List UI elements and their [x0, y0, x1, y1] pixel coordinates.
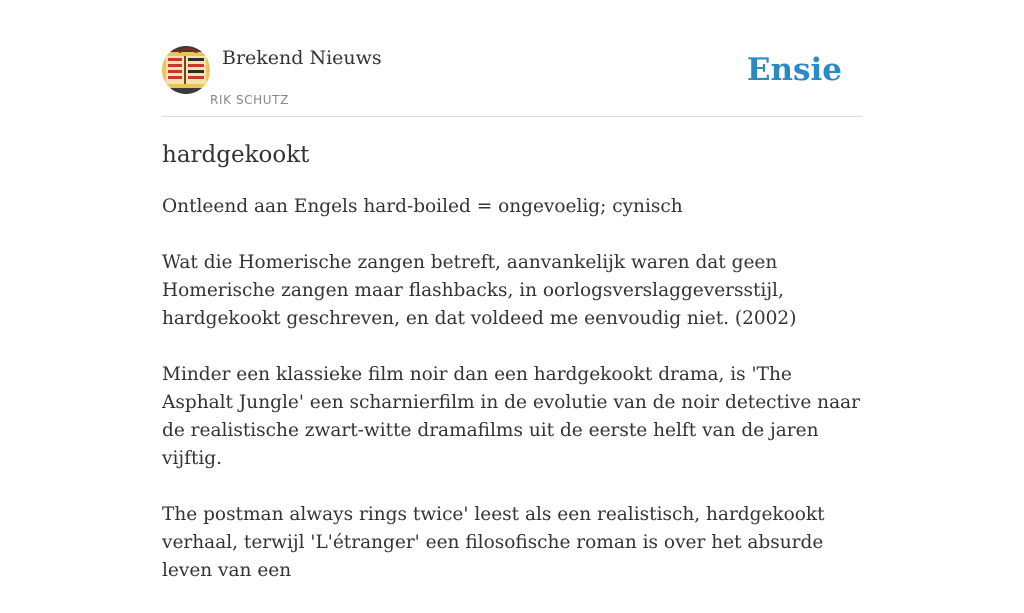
entry-paragraph-example-3: The postman always rings twice' leest als een realistisch, hardgekookt verhaal, terwijl 'L'étranger' een filosofische roman is over het absurde leven van een	[162, 504, 825, 581]
blog-title[interactable]: Brekend Nieuws	[222, 47, 382, 69]
entry-paragraph-example-2: Minder een klassieke film noir dan een hardgekookt drama, is 'The Asphalt Jungle' een scharnierfilm in de evolutie van de noir detective naar de realistische zwart-witte dramafilms uit de eerste helft van de jaren vijftig.	[162, 364, 860, 469]
entry-paragraph-example-1: Wat die Homerische zangen betreft, aanvankelijk waren dat geen Homerische zangen maar flashbacks, in oorlogsverslaggeversstijl, hardgekookt geschreven, en dat voldeed me eenvoudig niet. (2002)	[162, 252, 797, 329]
brand-logo[interactable]: Ensie	[746, 52, 842, 88]
entry-paragraph-etymology: Ontleend aan Engels hard-boiled = ongevoelig; cynisch	[162, 196, 683, 217]
header	[162, 46, 862, 117]
entry-headword: hardgekookt	[162, 142, 310, 168]
entry-content	[162, 138, 862, 613]
author-name[interactable]: RIK SCHUTZ	[210, 93, 289, 107]
coat-of-arms-avatar-icon[interactable]	[162, 46, 210, 94]
